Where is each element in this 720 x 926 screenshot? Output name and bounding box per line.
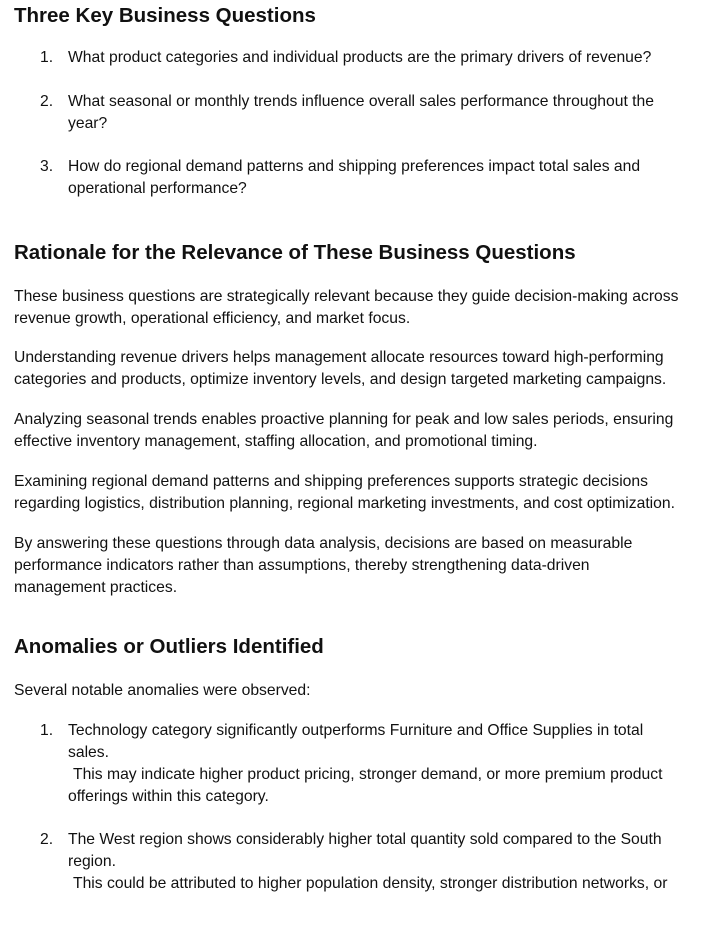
list-item-text [68,829,667,895]
text-line: year? [68,115,108,132]
text-line: What product categories and individual products are the primary drivers of revenue? [68,49,652,66]
section-heading-anomalies: Anomalies or Outliers Identified [14,635,324,658]
paragraph [14,471,720,515]
text-line: offerings within this category. [68,788,269,805]
text-line: categories and products, optimize inventory levels, and design targeted marketing campaigns. [14,371,667,388]
list-number: 1. [40,722,54,739]
text-line: This could be attributed to higher population density, stronger distribution networks, or [73,875,668,892]
text-line: Analyzing seasonal trends enables proactive planning for peak and low sales periods, ensuring [14,411,674,428]
text-line: region. [68,853,116,870]
list-item-text [68,720,662,808]
paragraph [14,680,720,702]
text-line: performance indicators rather than assumptions, thereby strengthening data-driven [14,557,590,574]
section-heading-key-questions: Three Key Business Questions [14,4,316,27]
text-line: regarding logistics, distribution planning, regional marketing investments, and cost optimization. [14,495,675,512]
section-heading-rationale: Rationale for the Relevance of These Business Questions [14,241,576,264]
paragraph [14,409,720,453]
list-number: 2. [40,93,54,110]
paragraph [14,286,720,330]
list-number: 2. [40,831,54,848]
list-number: 3. [40,158,54,175]
text-line: These business questions are strategically relevant because they guide decision-making across [14,288,679,305]
paragraph [14,347,720,391]
text-line: operational performance? [68,180,247,197]
text-line: How do regional demand patterns and shipping preferences impact total sales and [68,158,641,175]
text-line: This may indicate higher product pricing, stronger demand, or more premium product [73,766,663,783]
list-item-text [68,91,654,135]
text-line: Understanding revenue drivers helps management allocate resources toward high-performing [14,349,664,366]
text-line: Several notable anomalies were observed: [14,682,311,699]
text-line: The West region shows considerably higher total quantity sold compared to the South [68,831,662,848]
text-line: revenue growth, operational efficiency, and market focus. [14,310,411,327]
text-line: sales. [68,744,109,761]
text-line: Examining regional demand patterns and shipping preferences supports strategic decisions [14,473,648,490]
paragraph [14,533,720,599]
text-line: management practices. [14,579,178,596]
text-line: By answering these questions through data analysis, decisions are based on measurable [14,535,633,552]
list-item-text [68,47,651,69]
list-item-text [68,156,640,200]
text-line: Technology category significantly outperforms Furniture and Office Supplies in total [68,722,644,739]
text-line: What seasonal or monthly trends influence overall sales performance throughout the [68,93,654,110]
list-number: 1. [40,49,54,66]
text-line: effective inventory management, staffing allocation, and promotional timing. [14,433,538,450]
